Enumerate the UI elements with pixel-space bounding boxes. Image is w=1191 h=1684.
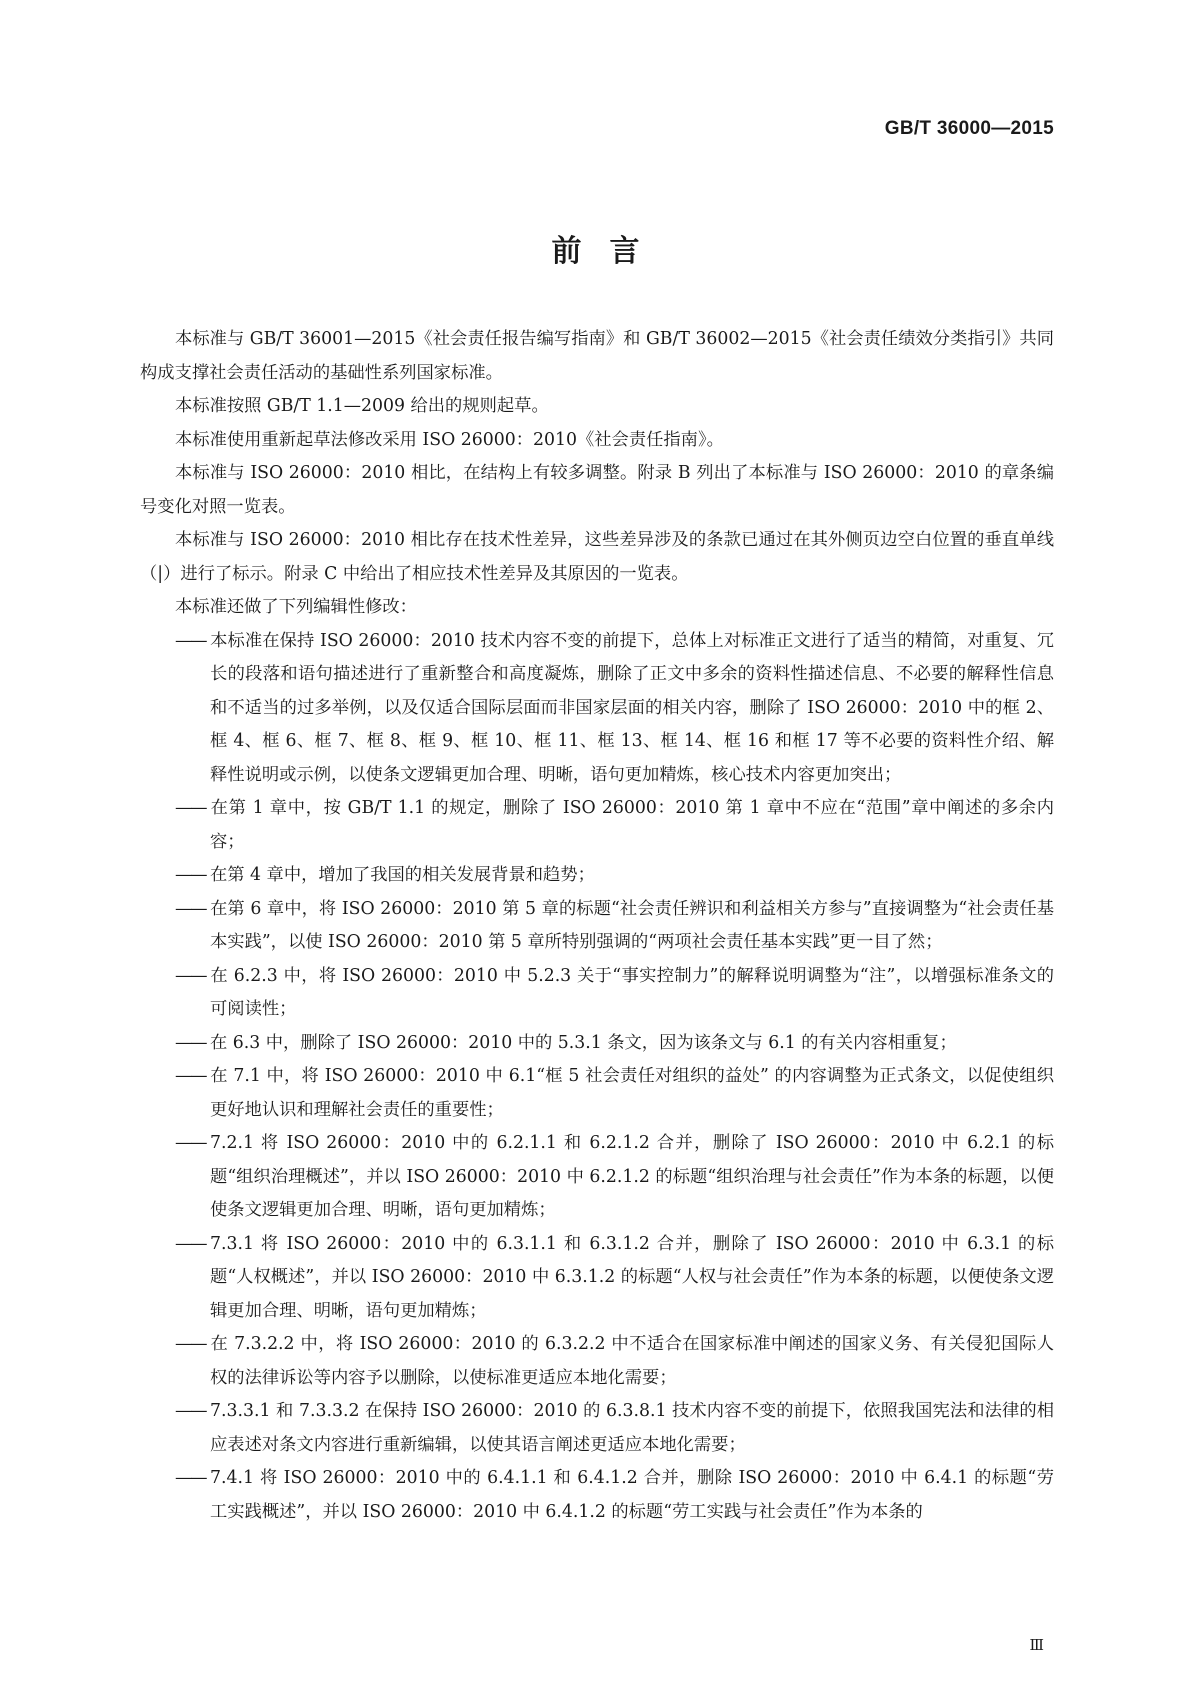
dash-marker: ——: [175, 1066, 206, 1086]
paragraph: 本标准与 GB/T 36001—2015《社会责任报告编写指南》和 GB/T 36002—2015《社会责任绩效分类指引》共同构成支撑社会责任活动的基础性系列国家标准。: [140, 329, 1054, 383]
dash-marker: ——: [175, 798, 206, 818]
dash-marker: ——: [175, 1133, 206, 1153]
list-item: [140, 960, 1054, 1027]
list-item: [140, 625, 1054, 793]
dash-marker: ——: [175, 965, 206, 986]
dash-marker: ——: [175, 1334, 206, 1354]
list-item: [140, 1462, 1054, 1529]
paragraph: 本标准还做了下列编辑性修改：: [175, 597, 417, 617]
body-content: [140, 323, 1054, 1529]
list-item: [140, 1328, 1054, 1395]
editorial-changes-list: [140, 625, 1054, 1530]
list-item-text: 在第 1 章中，按 GB/T 1.1 的规定，删除了 ISO 26000：2010 第 1 章中不应在“范围”章中阐述的多余内容；: [210, 798, 1054, 852]
list-item: [140, 1027, 1054, 1061]
paragraph: 本标准与 ISO 26000：2010 相比存在技术性差异，这些差异涉及的条款已通过在其外侧页边空白位置的垂直单线（|）进行了标示。附录 C 中给出了相应技术性差异及其原因的一览表。: [140, 530, 1054, 584]
dash-marker: ——: [175, 1401, 206, 1421]
list-item-text: 在第 4 章中，增加了我国的相关发展背景和趋势；: [210, 865, 595, 885]
list-item-text: 7.3.3.1 和 7.3.3.2 在保持 ISO 26000：2010 的 6.3.8.1 技术内容不变的前提下，依照我国宪法和法律的相应表述对条文内容进行重新编辑，以使其语言阐述更适应本地化需要；: [210, 1401, 1054, 1455]
list-item-text: 在第 6 章中，将 ISO 26000：2010 第 5 章的标题“社会责任辨识和利益相关方参与”直接调整为“社会责任基本实践”，以使 ISO 26000：2010 第 5 章所特别强调的“两项社会责任基本实践”更一目了然；: [210, 898, 1054, 952]
list-item-text: 本标准在保持 ISO 26000：2010 技术内容不变的前提下，总体上对标准正文进行了适当的精简，对重复、冗长的段落和语句描述进行了重新整合和高度凝炼，删除了正文中多余的资料性描述信息、不必要的解释性信息和不适当的过多举例，以及仅适合国际层面而非国家层面的相关内容，删除了 ISO 26000：2010 中的框 2、框 4、框 6、框 7、框 8、框 9、框 10、框 11、框 13、框 14、框 16 和框 17 等不必要的资料性介绍、解释性说明或示例，以使条文逻辑更加合理、明晰，语句更加精炼，核心技术内容更加突出；: [210, 630, 1054, 785]
list-item: [140, 893, 1054, 960]
list-item: [140, 1228, 1054, 1329]
list-item-text: 在 7.1 中，将 ISO 26000：2010 中 6.1“框 5 社会责任对组织的益处” 的内容调整为正式条文，以促使组织更好地认识和理解社会责任的重要性；: [210, 1066, 1054, 1120]
list-item-text: 在 6.2.3 中，将 ISO 26000：2010 中 5.2.3 关于“事实控制力”的解释说明调整为“注”，以增强标准条文的可阅读性；: [210, 965, 1054, 1019]
list-item-text: 在 7.3.2.2 中，将 ISO 26000：2010 的 6.3.2.2 中不适合在国家标准中阐述的国家义务、有关侵犯国际人权的法律诉讼等内容予以删除，以使标准更适应本地化需要；: [210, 1334, 1054, 1388]
list-item: [140, 1395, 1054, 1462]
list-item: [140, 859, 1054, 893]
dash-marker: ——: [175, 1233, 206, 1254]
list-item-text: 7.3.1 将 ISO 26000：2010 中的 6.3.1.1 和 6.3.1.2 合并，删除了 ISO 26000：2010 中 6.3.1 的标题“人权概述”，并以 ISO 26000：2010 中 6.3.1.2 的标题“人权与社会责任”作为本条的标题，以便使条文逻辑更加合理、明晰，语句更加精炼；: [210, 1233, 1054, 1321]
paragraph: 本标准使用重新起草法修改采用 ISO 26000：2010《社会责任指南》。: [175, 429, 724, 450]
standard-code: GB/T 36000—2015: [884, 118, 1054, 139]
paragraph: 本标准按照 GB/T 1.1—2009 给出的规则起草。: [175, 396, 549, 416]
page-title: 前言: [551, 234, 668, 269]
paragraph: 本标准与 ISO 26000：2010 相比，在结构上有较多调整。附录 B 列出了本标准与 ISO 26000：2010 的章条编号变化对照一览表。: [140, 463, 1054, 517]
dash-marker: ——: [175, 1468, 206, 1488]
list-item-text: 7.2.1 将 ISO 26000：2010 中的 6.2.1.1 和 6.2.1.2 合并，删除了 ISO 26000：2010 中 6.2.1 的标题“组织治理概述”，并以 ISO 26000：2010 中 6.2.1.2 的标题“组织治理与社会责任”作为本条的标题，以便使条文逻辑更加合理、明晰，语句更加精炼；: [210, 1133, 1054, 1220]
dash-marker: ——: [175, 1032, 206, 1053]
dash-marker: ——: [175, 865, 206, 885]
list-item-text: 7.4.1 将 ISO 26000：2010 中的 6.4.1.1 和 6.4.1.2 合并，删除 ISO 26000：2010 中 6.4.1 的标题“劳工实践概述”，并以 ISO 26000：2010 中 6.4.1.2 的标题“劳工实践与社会责任”作为本条的: [210, 1468, 1054, 1522]
dash-marker: ——: [175, 898, 206, 919]
list-item: [140, 1127, 1054, 1228]
list-item: [140, 792, 1054, 859]
list-item: [140, 1060, 1054, 1127]
list-item-text: 在 6.3 中，删除了 ISO 26000：2010 中的 5.3.1 条文，因为该条文与 6.1 的有关内容相重复；: [210, 1032, 957, 1053]
dash-marker: ——: [175, 630, 206, 651]
page-number: Ⅲ: [1029, 1638, 1044, 1654]
